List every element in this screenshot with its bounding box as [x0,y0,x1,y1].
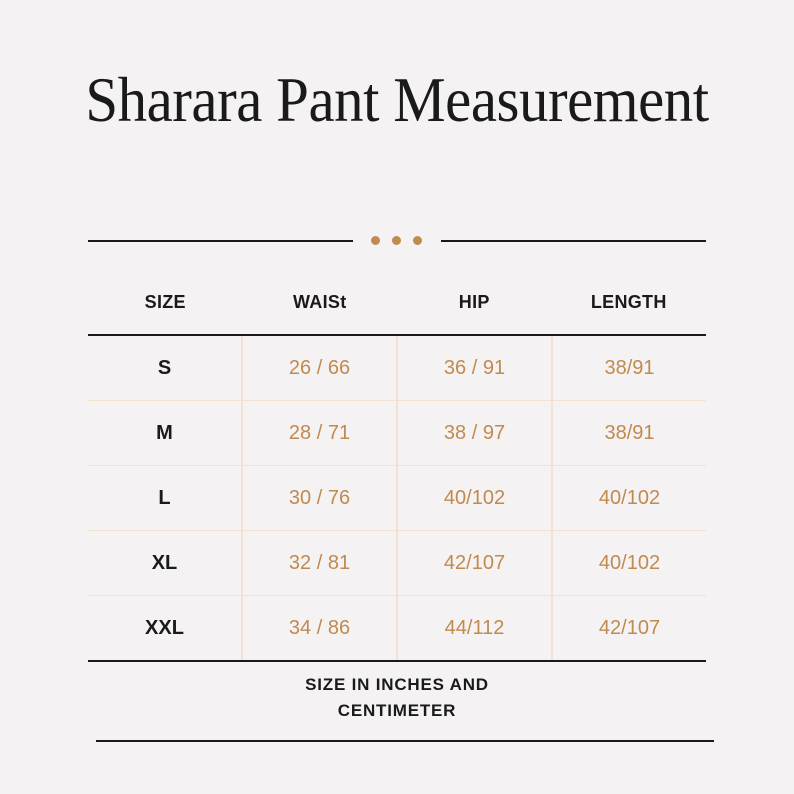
ornamental-divider [88,228,706,254]
header-size: SIZE [144,291,186,312]
bottom-rule [96,740,714,742]
units-note-line2: CENTIMETER [337,701,457,720]
table-row [88,336,706,401]
divider-dot [392,236,401,245]
size-cell: XL [151,551,178,574]
table-row [88,596,706,660]
divider-line-left [88,240,353,242]
length-cell: 40/102 [551,466,706,530]
waist-cell: 26 / 66 [241,336,396,400]
size-chart-table [88,270,706,662]
waist-cell: 34 / 86 [241,596,396,660]
size-cell: M [156,421,173,444]
hip-cell: 40/102 [396,466,551,530]
divider-dots [371,236,425,246]
length-cell: 40/102 [551,531,706,595]
size-cell: XXL [145,616,184,639]
waist-cell: 30 / 76 [241,466,396,530]
header-hip: HIP [458,291,490,312]
length-cell: 38/91 [551,336,706,400]
hip-cell: 36 / 91 [396,336,551,400]
divider-line-right [441,240,706,242]
hip-cell: 38 / 97 [396,401,551,465]
table-header-row [88,270,706,336]
length-cell: 42/107 [551,596,706,660]
hip-cell: 42/107 [396,531,551,595]
divider-dot [371,236,380,245]
header-waist: WAISt [293,291,347,312]
units-note-line1: SIZE IN INCHES AND [305,675,489,694]
hip-cell: 44/112 [396,596,551,660]
table-body [88,336,706,662]
divider-dot [413,236,422,245]
size-cell: L [158,486,171,509]
header-length: LENGTH [590,291,667,312]
waist-cell: 28 / 71 [241,401,396,465]
size-cell: S [157,356,172,379]
table-row [88,531,706,596]
table-row [88,466,706,531]
units-note [88,672,706,724]
table-row [88,401,706,466]
page-title: Sharara Pant Measurement [85,64,709,135]
waist-cell: 32 / 81 [241,531,396,595]
length-cell: 38/91 [551,401,706,465]
